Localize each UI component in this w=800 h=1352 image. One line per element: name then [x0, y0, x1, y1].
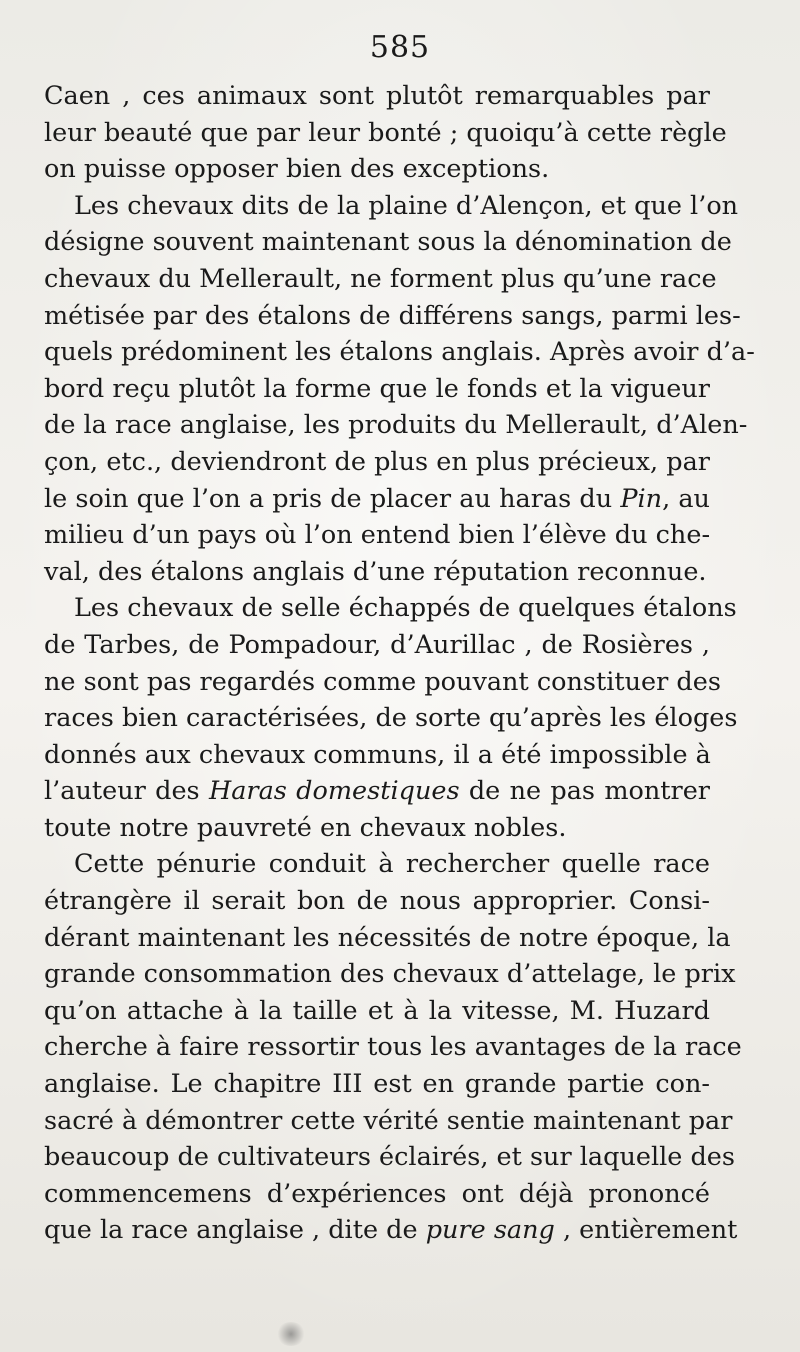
text-run: l’auteur des: [44, 776, 209, 807]
text-line: races bien caractérisées, de sorte qu’après les éloges: [44, 703, 738, 734]
text-line: on puisse opposer bien des exceptions.: [44, 154, 550, 185]
text-line: qu’on attache à la taille et à la vitesse, M. Huzard: [44, 995, 710, 1026]
italic-text: Pin: [620, 483, 663, 514]
text-line: [44, 481, 710, 518]
text-line: ne sont pas regardés comme pouvant constituer des: [44, 666, 721, 697]
page-number: 585: [369, 30, 431, 65]
text-line: chevaux du Mellerault, ne forment plus qu’une race: [44, 263, 717, 294]
text-run: le soin que l’on a pris de placer au haras du: [44, 483, 621, 514]
text-line: donnés aux chevaux communs, il a été impossible à: [44, 739, 711, 770]
text-line: leur beauté que par leur bonté ; quoiqu’à cette règle: [44, 117, 727, 148]
text-line: quels prédominent les étalons anglais. Après avoir d’a-: [44, 337, 755, 368]
text-line: bord reçu plutôt la forme que le fonds et la vigueur: [44, 373, 710, 404]
text-line: grande consommation des chevaux d’attelage, le prix: [44, 959, 736, 990]
text-line: anglaise. Le chapitre III est en grande partie con-: [44, 1069, 710, 1100]
text-line: Caen , ces animaux sont plutôt remarquables par: [44, 81, 710, 111]
text-line: Les chevaux de selle échappés de quelques étalons: [74, 593, 737, 624]
text-line: étrangère il serait bon de nous approprier. Consi-: [44, 886, 710, 917]
text-line: Les chevaux dits de la plaine d’Alençon, et que l’on: [74, 190, 739, 221]
text-line: de Tarbes, de Pompadour, d’Aurillac , de Rosières ,: [44, 629, 710, 660]
text-line: beaucoup de cultivateurs éclairés, et sur laquelle des: [44, 1142, 735, 1173]
text-line: de la race anglaise, les produits du Mellerault, d’Alen-: [44, 410, 748, 441]
text-line: çon, etc., deviendront de plus en plus précieux, par: [44, 446, 710, 477]
text-line: commencemens d’expériences ont déjà prononcé: [44, 1178, 710, 1209]
body-text: [44, 78, 755, 1249]
text-line: sacré à démontrer cette vérité sentie maintenant par: [44, 1105, 733, 1136]
italic-text: Haras domestiques: [208, 776, 460, 807]
text-line: dérant maintenant les nécessités de notre époque, la: [44, 922, 731, 953]
text-line: métisée par des étalons de différens sangs, parmi les-: [44, 300, 741, 331]
text-line: cherche à faire ressortir tous les avantages de la race: [44, 1032, 742, 1063]
text-line: désigne souvent maintenant sous la dénomination de: [44, 227, 732, 258]
italic-text: pure sang: [425, 1215, 555, 1246]
text-line: [44, 1212, 738, 1249]
text-run: , au: [662, 483, 710, 514]
text-run: de ne pas montrer: [459, 776, 710, 807]
text-run: que la race anglaise , dite de: [44, 1215, 426, 1246]
text-run: , entièrement: [554, 1215, 738, 1246]
text-line: val, des étalons anglais d’une réputation reconnue.: [44, 556, 707, 587]
text-line: toute notre pauvreté en chevaux nobles.: [44, 812, 567, 843]
ink-smudge: [276, 1322, 306, 1346]
text-line: Cette pénurie conduit à rechercher quelle race: [74, 849, 710, 880]
text-line: [44, 773, 710, 810]
text-line: milieu d’un pays où l’on entend bien l’élève du che-: [44, 520, 711, 551]
